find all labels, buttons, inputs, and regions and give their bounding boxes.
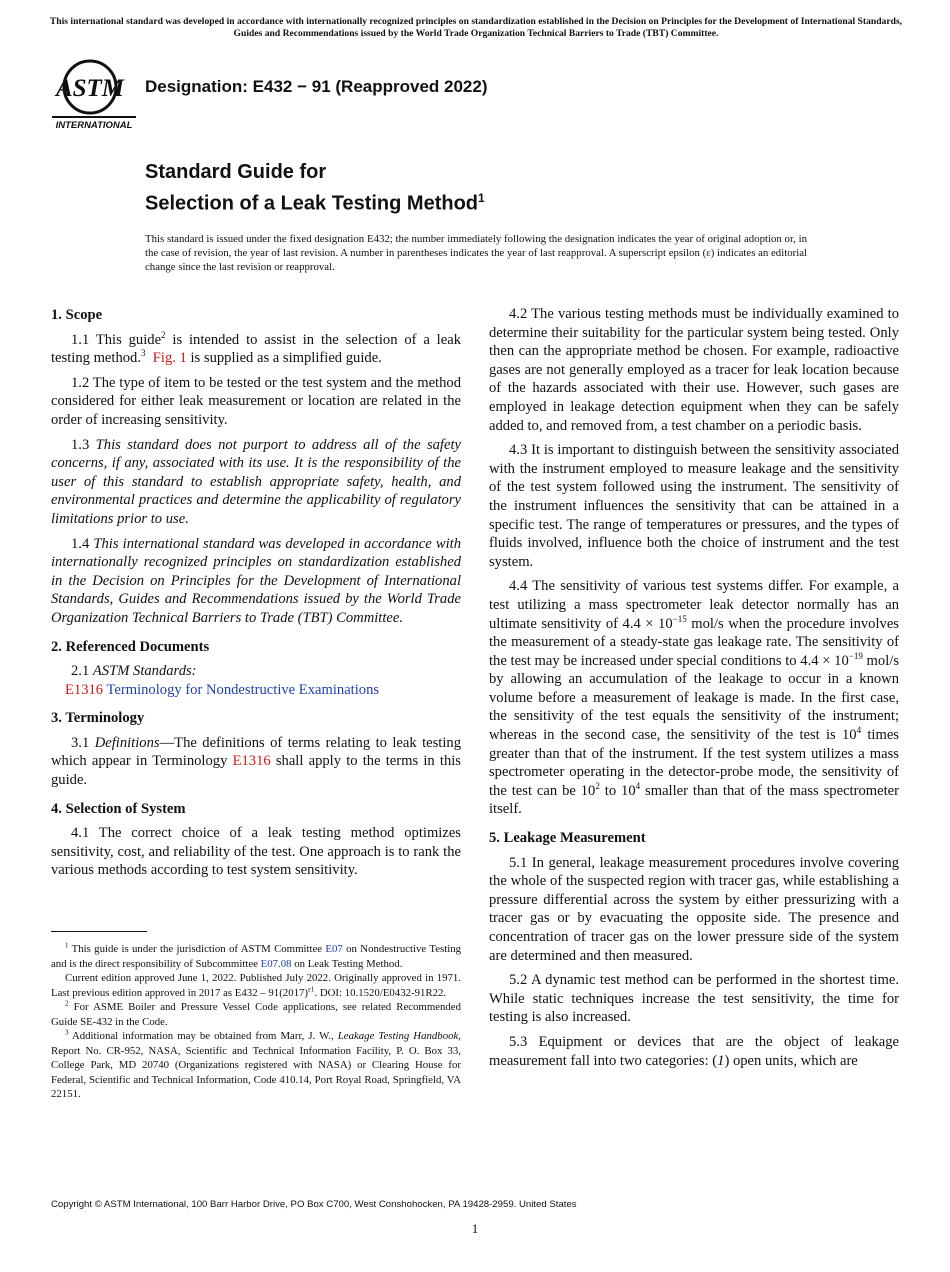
paragraph-5-3: 5.3 Equipment or devices that are the object of leakage measurement fall into two categories: (1) open units, which are [489, 1033, 899, 1069]
terminology-e1316-link[interactable]: E1316 [232, 753, 271, 770]
footnote-divider [51, 931, 147, 932]
title-line-2: Selection of a Leak Testing Method [145, 192, 479, 215]
footnote-1-edition: Current edition approved June 1, 2022. Published July 2022. Originally approved in 1971. Last previous edition approved in 2017 as $E432 - 91(2017)^{\varepsilon 1}$. DOI: 10.1520/E0432-91R22. [51, 972, 461, 999]
paragraph-1-2: 1.2 The type of item to be tested or the test system and the method considered for either leak measurement or location are related in the order of increasing sensitivity. [51, 374, 461, 428]
paragraph-1-4: 1.4 This international standard was developed in accordance with internationally recognized principles on standardization established in the Decision on Principles for the Development of International Standards, Guides and Recommendations issued by the World Trade Organization Technical Barriers to Trade (TBT) Committee. [51, 535, 462, 626]
footnote-ref-2[interactable]: 2 [161, 329, 166, 340]
issuance-note: This standard is issued under the fixed designation E432; the number immediately following the designation indicates the year of original adoption or, in the case of revision, the year of last revision. A number in parentheses indicates the year of last reapproval. A superscript epsilon (ε) indicates an editorial change since the last revision or reapproval. [145, 233, 807, 273]
footnotes [51, 942, 461, 1102]
section-heading-terminology: 3. Terminology [51, 710, 145, 727]
reference-e1316 [51, 681, 461, 700]
page-number: 1 [471, 1221, 479, 1236]
section-heading-referenced-documents: 2. Referenced Documents [51, 638, 210, 655]
tbt-notice: This international standard was developed in accordance with internationally recognized principles on standardization established in the Decision on Principles for the Development of International Standards, Guides and Recommendations issued by the World Trade Organization Technical Barriers to Trade (TBT) Committee. [49, 16, 903, 39]
right-column [489, 305, 899, 1076]
copyright-footer: Copyright © ASTM International, 100 Barr Harbor Drive, PO Box C700, West Conshohocken, PA 19428-2959. United States [51, 1199, 577, 1210]
ref-code-link[interactable]: E1316 [65, 681, 104, 698]
paragraph-2-1: 2.1 ASTM Standards: [71, 663, 197, 680]
footnote-2: $^2$ For ASME Boiler and Pressure Vessel Code applications, see related Recommended Guide SE-432 in the Code. [51, 999, 461, 1028]
fig-1-link[interactable]: Fig. 1 [152, 350, 187, 367]
committee-e07-link[interactable]: E07 [325, 943, 343, 955]
section-heading-scope: 1. Scope [51, 307, 103, 323]
section-heading-leakage-measurement: 5. Leakage Measurement [489, 830, 646, 847]
paragraph-4-2: 4.2 The various testing methods must be individually examined to determine their suitability for the particular system being tested. Only then can the appropriate method be chosen. For example, radioactive gases are not generally employed as a tracer for leak location because of the hazards associated with their use. However, such gases are employed in leakage detection equipment when they can be safely added to, and removed from, a test chamber on a periodic basis. [489, 306, 899, 434]
footnote-ref-3[interactable]: 3 [141, 348, 146, 359]
logo-subtext: INTERNATIONAL [55, 120, 133, 131]
designation: Designation: E432 − 91 (Reapproved 2022) [145, 77, 488, 96]
footnote-3: $^3$ Additional information may be obtained from Marr, J. W., Leakage Testing Handbook, Report No. CR-952, NASA, Scientific and Technical Information Facility, P. O. Box 33, College Park, MD 20740 (Organizations registered with NASA) or Clearing House for Federal, Scientific and Technical Information, Code 410.14, Port Royal Road, Springfield, VA 22151. [51, 1028, 461, 1100]
title-line-1: Standard Guide for [145, 161, 327, 183]
logo-text: ASTM [55, 75, 125, 102]
subcommittee-e07-08-link[interactable]: E07.08 [260, 957, 292, 970]
astm-logo [52, 57, 136, 131]
paragraph-5-2: 5.2 A dynamic test method can be performed in the shortest time. While static techniques increase the test sensitivity, the time for testing is also increased. [489, 972, 899, 1026]
paragraph-4-1: 4.1 The correct choice of a leak testing method optimizes sensitivity, cost, and reliability of the test. One approach is to rank the various methods according to test system sensitivity. [51, 825, 461, 879]
paragraph-4-3: 4.3 It is important to distinguish between the sensitivity associated with the instrument employed to measure leakage and the sensitivity of the test system followed using the instrument. The sensitivity of the instrument influences the sensitivity that can be attained in a specific test. The range of temperatures or pressures, and the types of fluids involved, influence both the choice of instrument and the test system. [489, 442, 899, 570]
paragraph-5-1: 5.1 In general, leakage measurement procedures involve covering the whole of the suspected region with tracer gas, while establishing a pressure differential across the system by either pressurizing with a tracer gas or by evacuating the opposite side. The presence and concentration of tracer gas on the lower pressure side of the system are determined and then measured. [489, 854, 899, 964]
section-heading-selection-of-system: 4. Selection of System [51, 800, 186, 817]
paragraph-1-1: 1.1 This guide$^2$ is intended to assist in the selection of a leak testing method.$^3$ Fig. 1 is supplied as a simplified guide. [51, 329, 461, 367]
footnote-1: $^1$ This guide is under the jurisdiction of ASTM Committee E07 on Nondestructive Testing and is the direct responsibility of Subcommittee E07.08 on Leak Testing Method. [51, 941, 462, 970]
left-column [51, 306, 461, 886]
ref-title-link[interactable]: Terminology for Nondestructive Examinations [106, 681, 380, 698]
title-footnote-ref[interactable]: 1 [478, 191, 485, 205]
paragraph-1-3: 1.3 This standard does not purport to address all of the safety concerns, if any, associated with its use. It is the responsibility of the user of this standard to establish appropriate safety, health, and environmental practices and determine the applicability of regulatory limitations prior to use. [51, 436, 461, 527]
paragraph-4-4: 4.4 The sensitivity of various test systems differ. For example, a test utilizing a mass spectrometer leak detector normally has an ultimate sensitivity of $4.4 \times 10^{-15}$ mol/s when the procedure involves the measurement of a steady-state gas leakage rate. The sensitivity of the test may be increased under special conditions to $4.4 \times 10^{-19}$ mol/s by allowing an accumulation of the leakage to occur in a known volume before a measurement of leakage is made. In the first case, the sensitivity of the test equals the sensitivity of the instrument; whereas in the second case, the sensitivity of the test is $10^4$ times greater than that of the instrument. If the test system utilizes a mass spectrometer operating in the detector-probe mode, the sensitivity of the test can be $10^2$ to $10^4$ smaller than that of the mass spectrometer itself. [489, 578, 899, 818]
document-title [145, 159, 485, 217]
paragraph-3-1: 3.1 Definitions—The definitions of terms relating to leak testing which appear in Terminology E1316 shall apply to the terms in this guide. [51, 734, 462, 789]
